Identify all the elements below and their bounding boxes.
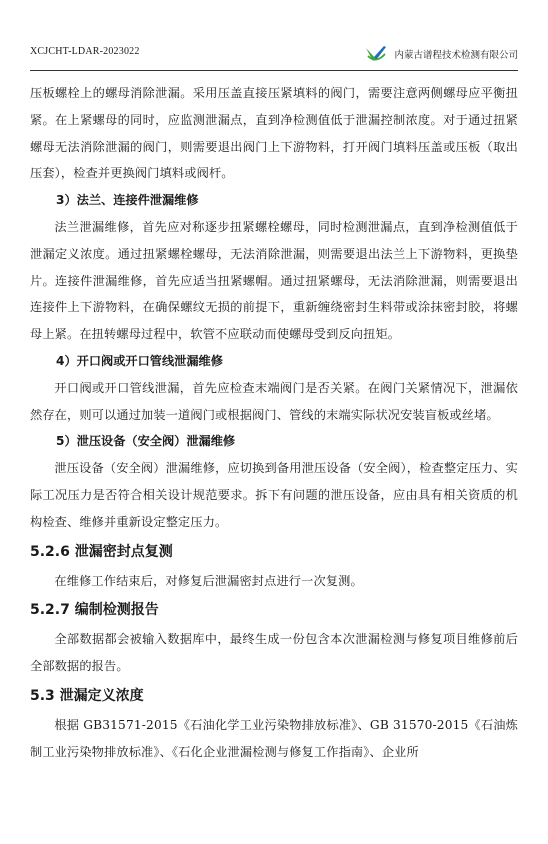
- paragraph-flange-repair: 法兰泄漏维修，首先应对称逐步扭紧螺栓螺母，同时检测泄漏点，直到净检测值低于泄漏定义浓度。通过扭紧螺栓螺母，无法消除泄漏，则需要退出法兰上下游物料，更换垫片。连接件泄漏维修，首先应适当扭紧螺帽。通过扭紧螺母，无法消除泄漏，则需要退出连接件上下游物料，在确保螺纹无损的前提下，重新缠绕密封生料带或涂抹密封胶，将螺母上紧。在扭转螺母过程中，软管不应联动而使螺母受到反向扭矩。: [30, 219, 518, 342]
- paragraph-open-valve-repair: 开口阀或开口管线泄漏，首先应检查末端阀门是否关紧。在阀门关紧情况下，泄漏依然存在，则可以通过加装一道阀门或根据阀门、管线的末端实际状况安装盲板或丝堵。: [30, 380, 518, 422]
- subheading-relief-device-repair: 5）泄压设备（安全阀）泄漏维修: [56, 434, 236, 449]
- subheading-flange-repair: 3）法兰、连接件泄漏维修: [56, 193, 199, 208]
- subheading-open-valve-repair: 4）开口阀或开口管线泄漏维修: [56, 353, 223, 368]
- company-logo-icon: [364, 44, 388, 64]
- page-header: [30, 40, 518, 66]
- paragraph-leak-definition: 根据 GB31571-2015《石油化学工业污染物排放标准》、GB 31570-2015《石油炼制工业污染物排放标准》、《石化企业泄漏检测与修复工作指南》、企业所: [30, 717, 518, 759]
- company-name: 内蒙古谱程技术检测有限公司: [394, 50, 518, 61]
- section-heading-5-2-6: 5.2.6 泄漏密封点复测: [30, 543, 173, 560]
- header-divider: [30, 70, 518, 71]
- paragraph-valve-packing: 压板螺栓上的螺母消除泄漏。采用压盖直接压紧填料的阀门，需要注意两侧螺母应平衡扭紧。在上紧螺母的同时，应监测泄漏点，直到净检测值低于泄漏控制浓度。对于通过扭紧螺母无法消除泄漏的阀门，则需要退出阀门上下游物料，打开阀门填料压盖或压板（取出压套），检查并更换阀门填料或阀杆。: [30, 86, 518, 181]
- paragraph-report: 全部数据都会被输入数据库中，最终生成一份包含本次泄漏检测与修复项目维修前后全部数据的报告。: [30, 632, 518, 674]
- section-heading-5-3: 5.3 泄漏定义浓度: [30, 687, 144, 704]
- paragraph-retest: 在维修工作结束后，对修复后泄漏密封点进行一次复测。: [54, 573, 363, 588]
- company-branding: [364, 44, 518, 64]
- document-id: XCJCHT-LDAR-2023022: [30, 46, 140, 57]
- section-heading-5-2-7: 5.2.7 编制检测报告: [30, 602, 159, 619]
- paragraph-relief-device-repair: 泄压设备（安全阀）泄漏维修，应切换到备用泄压设备（安全阀），检查整定压力、实际工况压力是否符合相关设计规范要求。拆下有问题的泄压设备，应由具有相关资质的机构检查、维修并重新设定整定压力。: [30, 461, 518, 529]
- document-body: [30, 80, 518, 766]
